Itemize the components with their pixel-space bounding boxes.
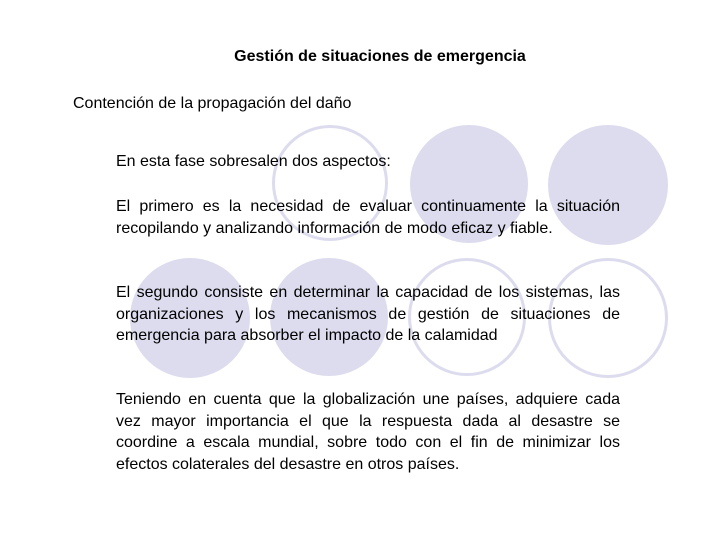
body-paragraph-first-aspect: El primero es la necesidad de evaluar continuamente la situación recopilando y analizando información de modo eficaz y fiable. [116,198,620,237]
slide-title: Gestión de situaciones de emergencia [234,48,526,65]
body-paragraph-intro: En esta fase sobresalen dos aspectos: [116,153,391,170]
body-paragraph-globalization: Teniendo en cuenta que la globalización une países, adquiere cada vez mayor importancia el que la respuesta dada al desastre se coordine a escala mundial, sobre todo con el fin de minimizar los efectos colaterales del desastre en otros países. [116,391,620,473]
slide-subtitle: Contención de la propagación del daño [73,95,352,112]
body-paragraph-second-aspect: El segundo consiste en determinar la capacidad de los sistemas, las organizaciones y los mecanismos de gestión de situaciones de emergencia para absorber el impacto de la calamidad [116,284,620,344]
